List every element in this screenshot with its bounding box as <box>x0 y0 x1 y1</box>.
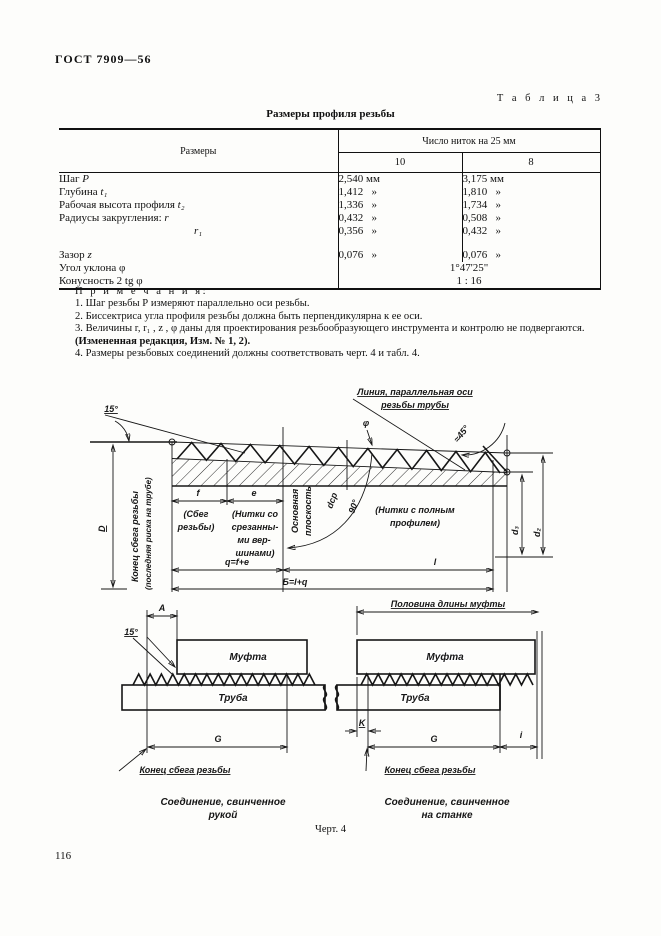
svg-text:плоскость: плоскость <box>303 486 313 536</box>
deg90-label: 90° <box>346 498 361 515</box>
runout-end-rotated-label: Конец сбега резьбы <box>130 491 140 582</box>
thread-interface <box>133 674 315 685</box>
svg-text:резьбы трубы: резьбы трубы <box>381 400 449 410</box>
angle-15-bottom-label: 15° <box>124 627 138 637</box>
full-profile-note: (Нитки с полным <box>375 505 455 515</box>
note-4: 4. Размеры резьбовых соединений должны соответствовать черт. 4 и табл. 4. <box>75 348 420 360</box>
runout-end-label-left: Конец сбега резьбы <box>139 765 231 775</box>
dim-K-label: K <box>358 718 366 728</box>
pipe-thread-profile-drawing <box>90 387 553 592</box>
table-row: Рабочая высота профиля t₂ 1,336 » 1,734 » <box>59 199 600 212</box>
svg-text:ми вер-: ми вер- <box>237 535 271 545</box>
svg-text:срезанны-: срезанны- <box>231 522 279 532</box>
basic-plane-label: Основная <box>290 488 300 533</box>
svg-text:рукой: рукой <box>208 810 238 821</box>
dim-B-label: Б=l+q <box>282 577 308 587</box>
table-spacer-row <box>59 238 600 249</box>
table-row: Глубина t₁ 1,412 » 1,810 » <box>59 186 600 199</box>
table-row: Радиусы закругления: r 0,432 » 0,508 » <box>59 212 600 225</box>
dim-D-label: D <box>97 525 107 532</box>
thread-interface <box>361 674 533 685</box>
page-number: 116 <box>55 850 72 862</box>
table-row: Зазор z 0,076 » 0,076 » <box>59 249 600 262</box>
dim-G-right-label: G <box>430 734 438 744</box>
dim-q-label: q=f+e <box>224 557 250 567</box>
dim-i-label: i <box>519 730 523 740</box>
runout-note: (Сбег <box>183 509 209 519</box>
pipe-label: Труба <box>218 693 248 704</box>
figure-chert-4 <box>85 385 625 830</box>
machine-tight-joint-drawing <box>336 599 542 821</box>
note-3: 3. Величины r, r₁ , z , φ даны для проектирования резьбообразующего инструмента и контролю не подвергаются. <box>75 323 585 335</box>
notes-block <box>59 286 606 360</box>
note-2: 2. Биссектриса угла профиля резьбы должна быть перпендикулярна к ее оси. <box>75 310 423 322</box>
dim-e-label: e <box>251 488 257 498</box>
dim-d2-label: d₂ <box>532 528 542 537</box>
angle-15-top-label: 15° <box>104 404 118 414</box>
amended-note: (Измененная редакция, Изм. № 1, 2). <box>75 335 251 347</box>
table-row: Конусность 2 tg φ 1 : 16 <box>59 275 600 289</box>
figure-caption: Черт. 4 <box>315 824 346 835</box>
dim-d3-label: d₃ <box>510 526 520 535</box>
col-header-threads: Число ниток на 25 мм <box>338 129 600 153</box>
half-coupling-label: Половина длины муфты <box>390 599 506 609</box>
notes-heading: П р и м е ч а н и я: <box>75 286 209 297</box>
table-row: r₁ 0,356 » 0,432 » <box>59 225 600 238</box>
runout-end-rotated-sublabel: (последняя риска на трубе) <box>144 477 153 590</box>
phi-label: φ <box>362 418 370 428</box>
axis-parallel-line-label: Линия, параллельная оси <box>357 387 473 397</box>
col-header-sizes: Размеры <box>59 129 338 173</box>
dim-G-left-label: G <box>214 734 222 744</box>
table-row: Угол уклона φ 1°47'25" <box>59 262 600 275</box>
dim-f-label: f <box>196 488 200 498</box>
table-label: Т а б л и ц а 3 <box>496 93 603 104</box>
table-row: Шаг P 2,540 мм 3,175 мм <box>59 173 600 187</box>
doc-number: ГОСТ 7909—56 <box>55 52 152 66</box>
hand-tight-joint-drawing <box>119 603 326 821</box>
coupling-label: Муфта <box>426 652 464 663</box>
caption-right: Соединение, свинченное <box>384 797 510 808</box>
svg-text:резьбы): резьбы) <box>177 522 215 532</box>
dim-l-label: l <box>433 557 437 567</box>
pipe-wall-hatch <box>172 459 507 486</box>
d-cp-label: dср <box>324 491 340 510</box>
approx-45-label: ≈45° <box>451 423 472 445</box>
table-header-row <box>59 129 600 153</box>
svg-text:на станке: на станке <box>421 810 473 821</box>
thread-profile-table <box>59 128 601 290</box>
dim-A-label: A <box>158 603 166 613</box>
table-title: Размеры профиля резьбы <box>266 108 395 120</box>
note-1: 1. Шаг резьбы Р измеряют параллельно оси резьбы. <box>75 298 310 310</box>
cut-threads-note: (Нитки со <box>231 509 279 519</box>
pipe-label: Труба <box>400 693 430 704</box>
svg-text:профилем): профилем) <box>389 518 441 528</box>
caption-left: Соединение, свинченное <box>160 797 286 808</box>
runout-end-label-right: Конец сбега резьбы <box>384 765 476 775</box>
svg-text:шинами): шинами) <box>235 548 275 558</box>
subcol-8: 8 <box>462 153 600 173</box>
coupling-label: Муфта <box>229 652 267 663</box>
subcol-10: 10 <box>338 153 462 173</box>
